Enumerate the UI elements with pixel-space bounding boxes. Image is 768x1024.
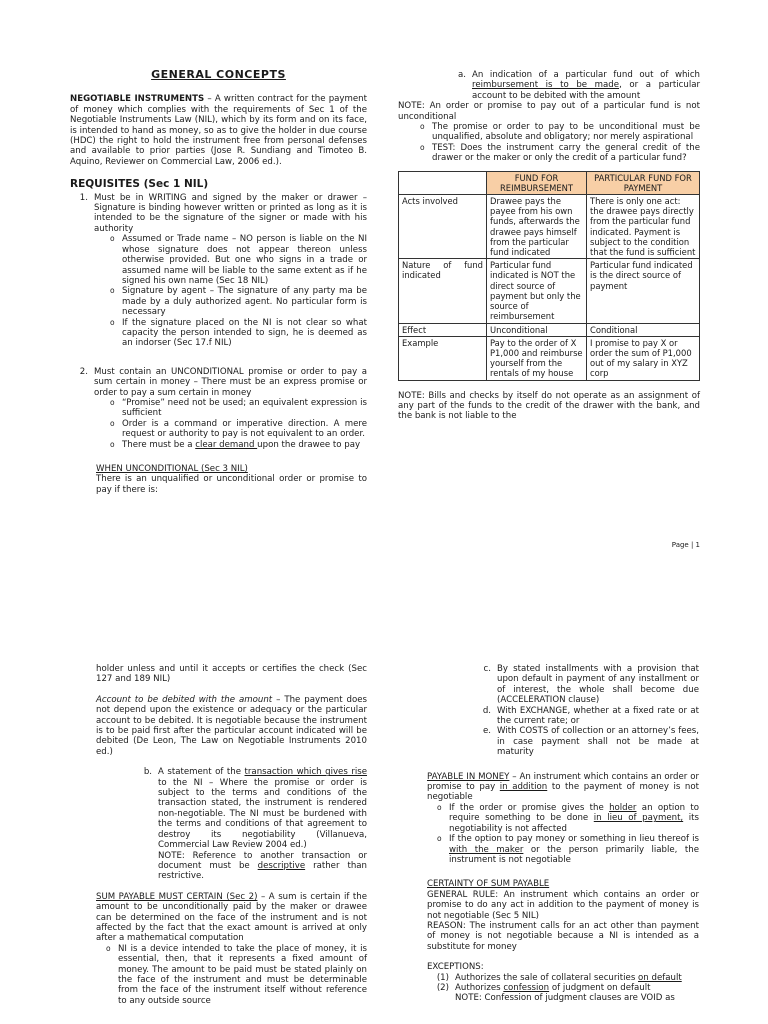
item-a-text: An indication of a particular fund out of which reimbursement is to be made, or a particular account to be debited with the amount — [472, 70, 701, 101]
table-header-row — [399, 171, 700, 194]
requisite-2-bullets — [108, 398, 367, 450]
condition-item-b — [96, 767, 367, 881]
ni-definition-text: – A written contract for the payment of money which complies with the requirements of Sec 1 of the Negotiable Instruments Law (NIL), which by its form and on its face, is intended to hand as money, so as to give the holder in due course (HDC) the right to hold the instrument free from personal defenses and available to prior parties (Jose R. Sundiang and Timoteo B. Aquino, Reviewer on Commercial Law, 2006 ed.). — [70, 94, 367, 167]
condition-item-e: e. With COSTS of collection or an attorney’s fees, in case payment shall not be made at maturity — [482, 726, 699, 758]
table-cell: Effect — [399, 323, 487, 336]
condition-item-d: d. With EXCHANGE, whether at a fixed rate or at the current rate; or — [482, 705, 699, 727]
requisite-2-text: Must contain an UNCONDITIONAL promise or order to pay a sum certain in money – There must be an express promise or order to pay a sum certain in money — [94, 366, 367, 398]
table-cell: I promise to pay X or order the sum of P1,000 out of my salary in XYZ corp — [587, 336, 700, 380]
list-item: o Order is a command or imperative direction. A mere request or authority to pay is not equivalent to an order. — [108, 419, 367, 440]
table-cell: Drawee pays the payee from his own funds, afterwards the drawee pays himself from the particular fund indicated — [487, 195, 587, 259]
item-a-letter: a. — [458, 70, 466, 80]
list-item: o If the signature placed on the NI is not clear so what capacity the person intended to sign, he is deemed as an indorser (Sec 17.f NIL) — [108, 318, 367, 349]
condition-item-a — [398, 70, 700, 101]
fund-bullets — [418, 122, 700, 164]
list-item: o There must be a clear demand upon the drawee to pay — [108, 440, 367, 450]
page1-left-column — [70, 70, 367, 495]
general-rule: GENERAL RULE: An instrument which contains an order or promise to do any act in addition to the payment of money is not negotiable (Sec 5 NIL) — [427, 889, 699, 921]
table-cell: Nature of fund indicated — [399, 259, 487, 323]
exception-2: (2) Authorizes confession of judgment on default NOTE: Confession of judgment clauses are VOID as — [427, 983, 699, 1004]
page1-right-column — [398, 70, 700, 422]
requisites-heading: REQUISITES (Sec 1 NIL) — [70, 178, 209, 191]
table-row — [399, 336, 700, 380]
table-cell: Unconditional — [487, 323, 587, 336]
table-row — [399, 323, 700, 336]
table-row — [399, 259, 700, 323]
page2-left-column — [96, 664, 367, 1006]
reason: REASON: The instrument calls for an act other than payment of money is not negotiable because a NI is intended as a substitute for money — [427, 920, 699, 952]
requisite-1-text: Must be in WRITING and signed by the maker or drawer – Signature is binding however written or printed as long as it is intended to be the signature of the signer or made with his authority — [94, 192, 367, 234]
item-b-text: A statement of the transaction which gives rise to the NI – Where the promise or order is subject to the terms and conditions of the transaction stated, the instrument is rendered non-negotiable. The NI must be burdened with the terms and conditions of that agreement to destroy its negotiability (Villanueva, Commercial Law Review 2004 ed.) — [158, 767, 368, 851]
table-cell: There is only one act: the drawee pays directly from the particular fund indicated. Payment is subject to the condition that the fund is sufficient — [587, 195, 700, 259]
page-title: GENERAL CONCEPTS — [151, 68, 286, 81]
list-item: o NI is a device intended to take the place of money, it is essential, then, that it represents a fixed amount of money. The amount to be paid must be stated plainly on the face of the instrument and must be determinable from the face of the instrument itself without reference to any outside source — [104, 944, 367, 1006]
list-item: o TEST: Does the instrument carry the general credit of the drawer or the maker or only the credit of a particular fund? — [418, 143, 700, 164]
requisite-2-number: 2. — [79, 366, 88, 377]
ni-term: NEGOTIABLE INSTRUMENTS — [70, 94, 205, 105]
table-cell: Acts involved — [399, 195, 487, 259]
table-cell: Pay to the order of X P1,000 and reimburse yourself from the rentals of my house — [487, 336, 587, 380]
list-item: o If the option to pay money or something in lieu thereof is with the maker or the person primarily liable, the instrument is not negotiable — [435, 834, 699, 865]
continuation-text: holder unless and until it accepts or certifies the check (Sec 127 and 189 NIL) — [96, 664, 367, 685]
requisite-2 — [70, 367, 367, 450]
table-cell: Particular fund indicated is the direct source of payment — [587, 259, 700, 323]
table-cell: Particular fund indicated is NOT the direct source of payment but only the source of reimbursement — [487, 259, 587, 323]
list-item: o Signature by agent – The signature of any party ma be made by a duly authorized agent. No particular form is necessary — [108, 286, 367, 317]
document-page-2 — [0, 648, 768, 1024]
note-bills-checks: NOTE: Bills and checks by itself do not operate as an assignment of any part of the funds to the credit of the drawer with the bank, and the bank is not liable to the — [398, 390, 700, 422]
note-particular-fund: NOTE: An order or promise to pay out of a particular fund is not unconditional — [398, 101, 700, 122]
exception-1: (1) Authorizes the sale of collateral securities on default — [436, 972, 682, 983]
list-item: o The promise or order to pay to be unconditional must be unqualified, absolute and obligatory; nor merely aspirational — [418, 122, 700, 143]
item-b-note: NOTE: Reference to another transaction or document must be descriptive rather than restrictive. — [158, 850, 367, 882]
requisite-1 — [70, 193, 367, 349]
requisite-1-bullets — [108, 234, 367, 348]
sum-certain-bullets — [104, 944, 367, 1006]
table-row — [399, 195, 700, 259]
sum-certain-paragraph: SUM PAYABLE MUST CERTAIN (Sec 2) – A sum is certain if the amount to be unconditionally paid by the maker or drawee can be determined on the face of the instrument and is not affected by the fact that the exact amount is arrived at only after a mathematical computation — [96, 891, 367, 944]
when-unconditional-heading: WHEN UNCONDITIONAL (Sec 3 NIL) — [96, 464, 248, 474]
page-number: Page | 1 — [671, 541, 700, 549]
table-header-cell: PARTICULAR FUND FOR PAYMENT — [587, 171, 700, 194]
payable-in-money-paragraph: PAYABLE IN MONEY – An instrument which contains an order or promise to pay in addition to the payment of money is not negotiable — [427, 771, 700, 803]
payable-in-money-bullets — [435, 803, 699, 865]
table-cell: Conditional — [587, 323, 700, 336]
condition-item-c: c. By stated installments with a provision that upon default in payment of any installment or of interest, the whole shall become due (ACCELERATION clause) — [483, 664, 699, 706]
account-debited-paragraph: Account to be debited with the amount – The payment does not depend upon the existence or adequacy or the particular account to be debited. It is negotiable because the instrument is to be paid first after the particular account indicated will be debited (De Leon, The Law on Negotiable Instruments 2010 ed.) — [96, 694, 367, 757]
ni-definition — [70, 94, 367, 167]
page2-right-column — [427, 664, 699, 1004]
certainty-heading: CERTAINTY OF SUM PAYABLE — [427, 879, 550, 890]
table-cell: Example — [399, 336, 487, 380]
table-header-cell — [399, 171, 487, 194]
exception-2-note: NOTE: Confession of judgment clauses are VOID as — [455, 993, 675, 1004]
table-header-cell: FUND FOR REIMBURSEMENT — [487, 171, 587, 194]
when-unconditional-text: There is an unqualified or unconditional order or promise to pay if there is: — [96, 474, 367, 495]
requisite-1-number: 1. — [79, 192, 88, 203]
fund-comparison-table — [398, 171, 700, 381]
list-item: o Assumed or Trade name – NO person is liable on the NI whose signature does not appear thereon unless otherwise provided. But one who signs in a trade or assumed name will be liable to the same extent as if he signed his own name (Sec 18 NIL) — [108, 234, 367, 286]
item-b-letter: b. — [143, 767, 152, 778]
exceptions-heading: EXCEPTIONS: — [427, 962, 484, 973]
list-item: o “Promise” need not be used; an equivalent expression is sufficient — [108, 398, 367, 419]
list-item: o If the order or promise gives the holder an option to require something to be done in lieu of payment, its negotiability is not affected — [435, 803, 699, 834]
